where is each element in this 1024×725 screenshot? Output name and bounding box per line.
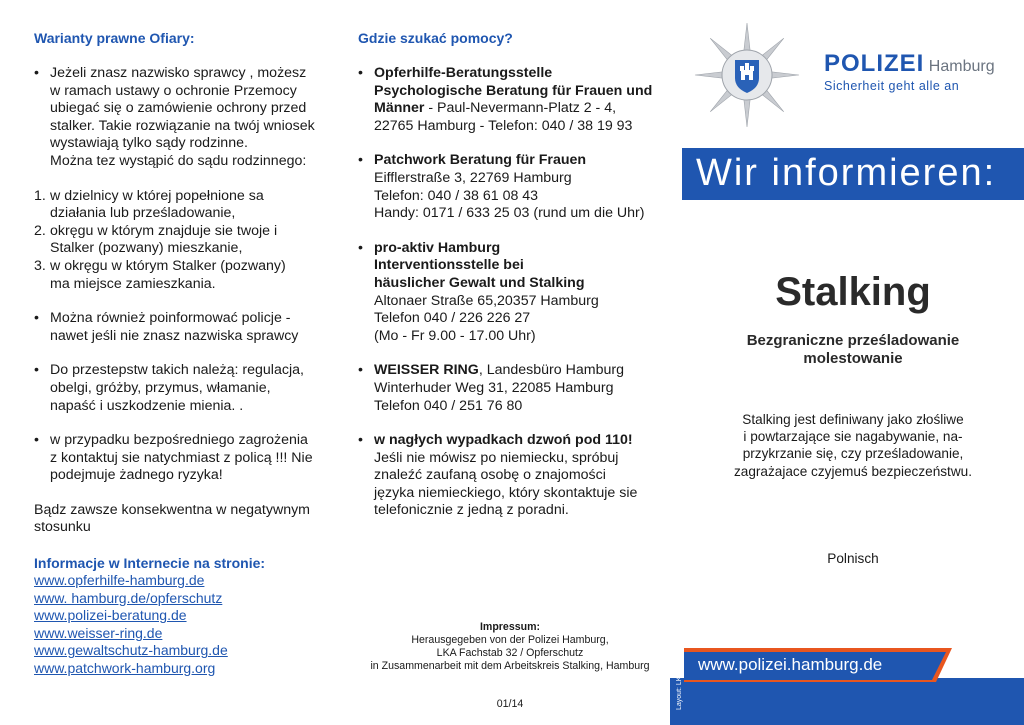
closing-paragraph: Bądz zawsze konsekwentna w negatywnym stosunku — [34, 501, 311, 536]
info-banner — [682, 148, 1024, 200]
numbered-item-3: 3. w okręgu w którym Stalker (pozwany) ma miejsce zamieszkania. — [34, 257, 286, 292]
link-polizei-beratung[interactable]: www.polizei-beratung.de — [34, 607, 187, 624]
cover-subtitle: Bezgraniczne prześladowanie molestowanie — [746, 332, 960, 367]
bullet-offences: • Do przestepstw takich należą: regulacja, obelgi, gróżby, przymus, włamanie, napaść i uszkodzenie mienia. . — [34, 362, 304, 414]
emergency-110: • w nagłych wypadkach dzwoń pod 110! Jeśli nie mówisz po niemiecku, spróbuj znaleźć zaufaną osobę o znajomości języka niemieckiego, który skontaktuje sie telefonicznie z jedną z poradni. — [358, 432, 638, 519]
org-weisser-ring: • WEISSER RING, Landesbüro Hamburg Winterhuder Weg 31, 22085 Hamburg Telefon 040 / 251 76 80 — [358, 362, 624, 414]
banner-text: Wir informieren: — [696, 152, 997, 194]
link-opferhilfe[interactable]: www.opferhilfe-hamburg.de — [34, 572, 205, 588]
impressum: Impressum: Herausgegeben von der Polizei Hamburg, LKA Fachstab 32 / Opferschutz in Zusammenarbeit mit dem Arbeitskreis Stalking, Hamburg — [352, 621, 668, 673]
bullet-immediate-danger: • w przypadku bezpośredniego zagrożenia z kontaktuj sie natychmiast z policą !!! Nie podejmuje żadnego ryzyka! — [34, 432, 313, 484]
links-heading: Informacje w Internecie na stronie: — [34, 555, 266, 571]
link-weisser-ring[interactable]: www.weisser-ring.de — [34, 624, 163, 641]
links-list — [34, 572, 228, 678]
numbered-item-2: 2. okręgu w którym znajduje sie twoje i Stalker (pozwany) mieszkanie, — [34, 222, 278, 257]
edition-code: 01/14 — [496, 698, 524, 710]
link-patchwork[interactable]: www.patchwork-hamburg.org — [34, 659, 216, 676]
layout-note: Layout: LKA 38 — [676, 662, 683, 710]
legal-options-heading: Warianty prawne Ofiary: — [34, 30, 195, 46]
link-gewaltschutz[interactable]: www.gewaltschutz-hamburg.de — [34, 642, 228, 659]
website-url[interactable]: www.polizei.hamburg.de — [698, 655, 883, 674]
bullet-protection-order: • Jeżeli znasz nazwisko sprawcy , możesz w ramach ustawy o ochronie Przemocy ubiegać się o zamówienie ochrony przed stalker. Takie rozwiązanie na twój wniosek wystawiają tylko sądy rodzinne. Można tez wystąpić do sądu rodzinnego: — [34, 65, 315, 169]
org-opferhilfe: • Opferhilfe-Beratungsstelle Psychologische Beratung für Frauen und Männer - Paul-Nevermann-Platz 2 - 4, 22765 Hamburg - Telefon: 040 / 38 19 93 — [358, 65, 653, 134]
bullet-inform-police: • Można również poinformować policje - nawet jeśli nie znasz nazwiska sprawcy — [34, 310, 299, 344]
org-patchwork: • Patchwork Beratung für Frauen Eifflerstraße 3, 22769 Hamburg Telefon: 040 / 38 61 08 43 Handy: 0171 / 633 25 03 (rund um die Uhr) — [358, 152, 645, 222]
link-hamburg-opferschutz[interactable]: www. hamburg.de/opferschutz — [34, 589, 223, 606]
cover-title: Stalking — [775, 270, 931, 314]
help-heading: Gdzie szukać pomocy? — [358, 30, 513, 46]
impressum-title: Impressum: — [479, 621, 541, 633]
police-logo-text: POLIZEI Hamburg — [824, 50, 995, 77]
stalking-definition: Stalking jest definiwany jako złośliwe i powtarzające sie nagabywanie, na- przykrzanie się, czy prześladowanie, zagrażajace czyjemuś bezpieczeństwu. — [733, 412, 972, 479]
language-label: Polnisch — [827, 551, 879, 566]
numbered-item-1: 1. w dzielnicy w której popełnione sa działania lub prześladowanie, — [34, 187, 264, 222]
org-pro-aktiv: • pro-aktiv Hamburg Interventionsstelle bei häuslicher Gewalt und Stalking Altonaer Straße 65,20357 Hamburg Telefon 040 / 226 226 27 (Mo - Fr 9.00 - 17.00 Uhr) — [358, 239, 599, 344]
police-star-icon — [692, 20, 802, 130]
police-tagline: Sicherheit geht alle an — [824, 79, 960, 93]
